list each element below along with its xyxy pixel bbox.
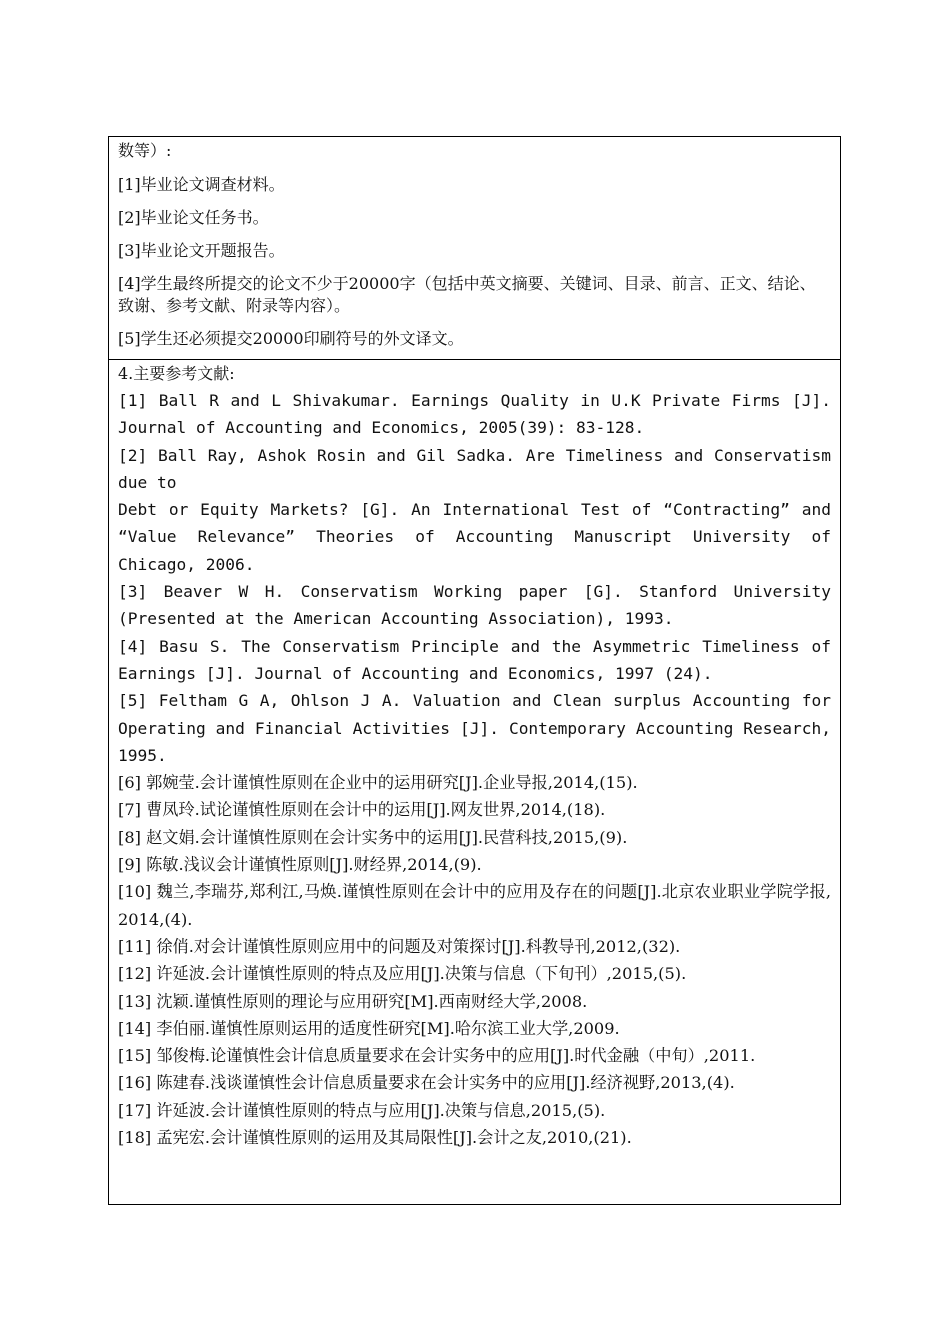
references-cell <box>109 360 840 1204</box>
reference-item: [10] 魏兰,李瑞芬,郑利江,马焕.谨慎性原则在会计中的应用及存在的问题[J].北京农业职业学院学报, 2014,(4). <box>118 882 831 929</box>
reference-item: [5] Feltham G A, Ohlson J A. Valuation and Clean surplus Accounting for Operating and Financial Activities [J]. Contemporary Accounting Research, 1995. <box>118 691 831 765</box>
reference-item: [1] Ball R and L Shivakumar. Earnings Quality in U.K Private Firms [J]. Journal of Accounting and Economics, 2005(39): 83-128. <box>118 391 831 438</box>
reference-item: [17] 许延波.会计谨慎性原则的特点与应用[J].决策与信息,2015,(5). <box>118 1100 606 1120</box>
references-heading: 4.主要参考文献: <box>118 364 235 383</box>
reference-item: [7] 曹凤玲.试论谨慎性原则在会计中的运用[J].网友世界,2014,(18). <box>118 800 606 820</box>
reference-item: [15] 邹俊梅.论谨慎性会计信息质量要求在会计实务中的应用[J].时代金融（中旬）,2011. <box>118 1046 756 1066</box>
reference-item: [4] Basu S. The Conservatism Principle and the Asymmetric Timeliness of Earnings [J]. Journal of Accounting and Economics, 1997 (24). <box>118 636 831 683</box>
requirement-item: [5]学生还必须提交20000印刷符号的外文译文。 <box>118 329 464 348</box>
reference-item: [9] 陈敏.浅议会计谨慎性原则[J].财经界,2014,(9). <box>118 855 482 875</box>
reference-item: [11] 徐俏.对会计谨慎性原则应用中的问题及对策探讨[J].科教导刊,2012,(32). <box>118 936 681 956</box>
reference-item: [2] Ball Ray, Ashok Rosin and Gil Sadka. Are Timeliness and Conservatism due to <box>118 445 831 492</box>
reference-item: [16] 陈建春.浅谈谨慎性会计信息质量要求在会计实务中的应用[J].经济视野,2013,(4). <box>118 1073 735 1093</box>
requirement-item: [4]学生最终所提交的论文不少于20000字（包括中英文摘要、关键词、目录、前言、正文、结论、致谢、参考文献、附录等内容）。 <box>118 274 816 315</box>
reference-item: [18] 孟宪宏.会计谨慎性原则的运用及其局限性[J].会计之友,2010,(21). <box>118 1128 632 1148</box>
requirement-item: [1]毕业论文调查材料。 <box>118 175 285 194</box>
reference-item: [8] 赵文娟.会计谨慎性原则在会计实务中的运用[J].民营科技,2015,(9). <box>118 827 628 847</box>
requirements-heading-tail: 数等）: <box>118 141 172 160</box>
requirement-item: [2]毕业论文任务书。 <box>118 208 269 227</box>
reference-item: [12] 许延波.会计谨慎性原则的特点及应用[J].决策与信息（下旬刊）,2015,(5). <box>118 964 687 984</box>
reference-item: [6] 郭婉莹.会计谨慎性原则在企业中的运用研究[J].企业导报,2014,(15). <box>118 773 638 793</box>
thesis-requirements-table <box>108 136 841 1205</box>
reference-item: Debt or Equity Markets? [G]. An International Test of “Contracting” and “Value Relevance” Theories of Accounting Manuscript University of Chicago, 2006. <box>118 500 831 574</box>
reference-item: [3] Beaver W H. Conservatism Working paper [G]. Stanford University (Presented at the American Accounting Association), 1993. <box>118 582 831 629</box>
reference-item: [13] 沈颖.谨慎性原则的理论与应用研究[M].西南财经大学,2008. <box>118 991 588 1011</box>
requirement-item: [3]毕业论文开题报告。 <box>118 241 285 260</box>
requirements-cell <box>109 137 840 360</box>
reference-item: [14] 李伯丽.谨慎性原则运用的适度性研究[M].哈尔滨工业大学,2009. <box>118 1018 620 1038</box>
